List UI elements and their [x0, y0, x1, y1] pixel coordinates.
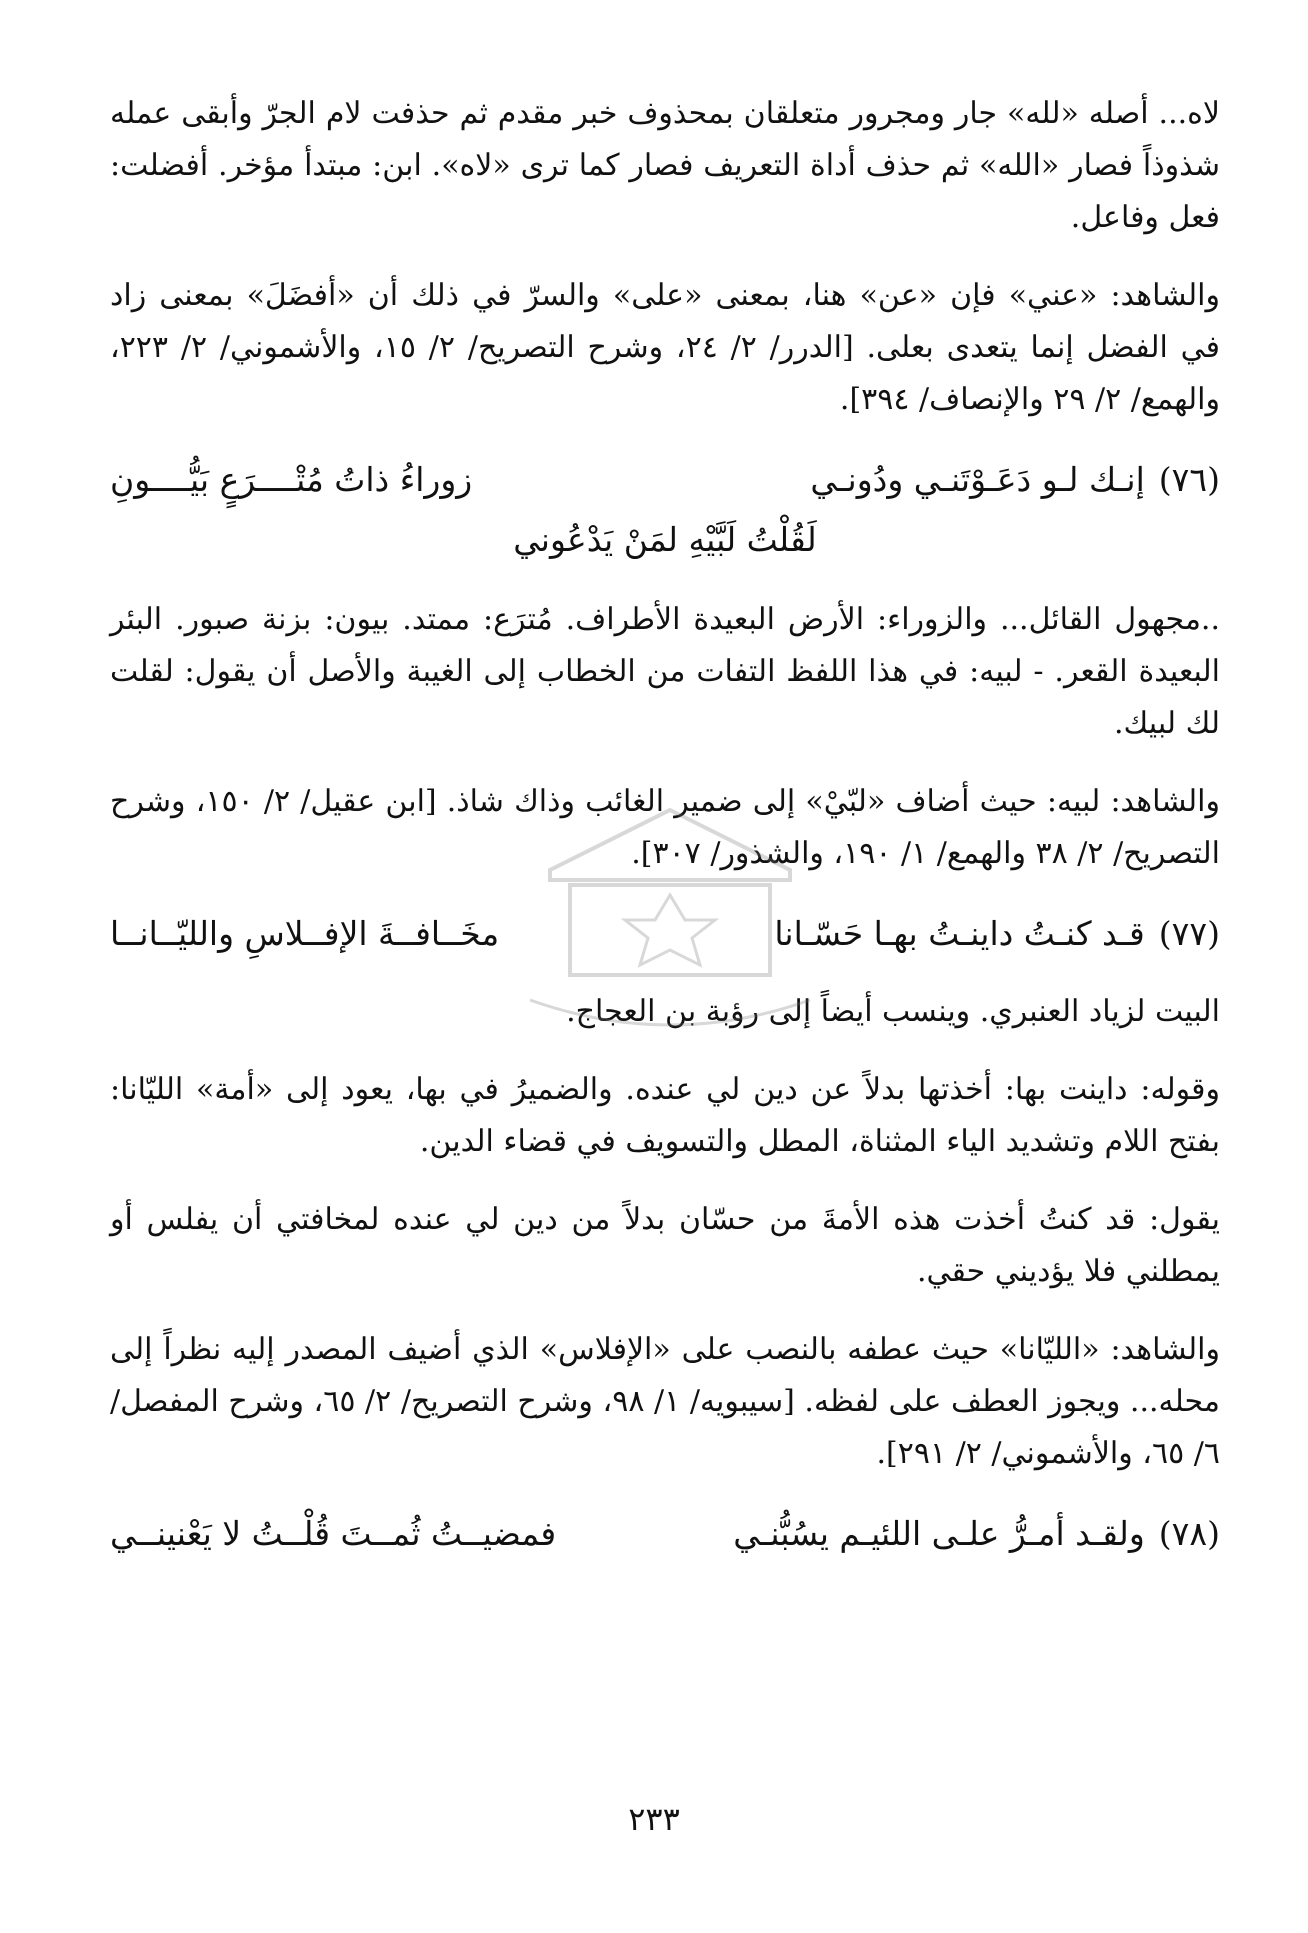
verse-76-continuation: لَقُلْتُ لَبَّيْهِ لمَنْ يَدْعُوني: [513, 520, 817, 559]
verse-first-hemistich: ولقـد أمـرُّ علـى اللئيـم يسُبُّنـي: [733, 1514, 1145, 1553]
verse-first-hemistich: قـد كنـتُ داينـتُ بهـا حَسّـانا: [774, 914, 1145, 953]
verse-76: [110, 452, 1220, 508]
paragraph-evidence-77: والشاهد: «الليّانا» حيث عطفه بالنصب على «الإفلاس» الذي أضيف المصدر إليه نظراً إلى محله... ويجوز العطف على لفظه. [سيبويه/ ١/ ٩٨، وشرح التصريح/ ٢/ ٦٥، وشرح المفصل/ ٦/ ٦٥، والأشموني/ ٢/ ٢٩١].: [110, 1332, 1220, 1471]
verse-number: (٧٧): [1158, 914, 1220, 953]
paragraph-evidence-76: والشاهد: لبيه: حيث أضاف «لبّيْ» إلى ضمير الغائب وذاك شاذ. [ابن عقيل/ ٢/ ١٥٠، وشرح التصريح/ ٢/ ٣٨ والهمع/ ١/ ١٩٠، والشذور/ ٣٠٧].: [110, 784, 1220, 871]
page-number: ٢٣٣: [628, 1800, 680, 1838]
paragraph-evidence-75: والشاهد: «عني» فإن «عن» هنا، بمعنى «على» والسرّ في ذلك أن «أفضَلَ» بمعنى زاد في الفضل إنما يتعدى بعلى. [الدرر/ ٢/ ٢٤، وشرح التصريح/ ٢/ ١٥، والأشموني/ ٢/ ٢٢٣، والهمع/ ٢/ ٢٩ والإنصاف/ ٣٩٤].: [110, 278, 1220, 417]
paragraph-commentary-75: لاه... أصله «لله» جار ومجرور متعلقان بمحذوف خبر مقدم ثم حذفت لام الجرّ وأبقى عمله شذوذاً فصار «الله» ثم حذف أداة التعريف فصار كما ترى «لاه». ابن: مبتدأ مؤخر. أفضلت: فعل وفاعل.: [110, 96, 1220, 235]
verse-second-hemistich: فمضيــتُ ثُمــتَ قُلْــتُ لا يَعْنينــي: [110, 1514, 557, 1553]
paragraph-commentary-77: وقوله: داينت بها: أخذتها بدلاً عن دين لي عنده. والضميرُ في بها، يعود إلى «أمة» الليّانا: بفتح اللام وتشديد الياء المثناة، المطل والتسويف في قضاء الدين.: [110, 1072, 1220, 1159]
verse-second-hemistich: مخَــافــةَ الإفــلاسِ والليّــانــا: [110, 914, 500, 953]
verse-first-hemistich: إنـك لـو دَعَـوْتَنـي ودُونـي: [810, 460, 1145, 499]
paragraph-attribution-77: البيت لزياد العنبري. وينسب أيضاً إلى رؤبة بن العجاج.: [566, 994, 1220, 1029]
verse-number: (٧٨): [1158, 1514, 1220, 1553]
verse-second-hemistich: زوراءُ ذاتُ مُتْــــرَعٍ بَيُّــــونِ: [110, 460, 473, 499]
verse-line: [110, 1506, 1145, 1562]
verse-77: [110, 906, 1220, 962]
verse-78: [110, 1506, 1220, 1562]
verse-number: (٧٦): [1158, 460, 1220, 499]
paragraph-commentary-76: ..مجهول القائل... والزوراء: الأرض البعيدة الأطراف. مُترَع: ممتد. بيون: بزنة صبور. البئر البعيدة القعر. - لبيه: في هذا اللفظ التفات من الخطاب إلى الغيبة والأصل أن يقول: لقلت لك لبيك.: [110, 602, 1220, 741]
verse-line: [110, 452, 1145, 508]
paragraph-meaning-77: يقول: قد كنتُ أخذت هذه الأمةَ من حسّان بدلاً من دين لي عنده لمخافتي أن يفلس أو يمطلني فلا يؤديني حقي.: [110, 1202, 1220, 1289]
page-body: [110, 88, 1220, 1586]
verse-line: [110, 906, 1145, 962]
